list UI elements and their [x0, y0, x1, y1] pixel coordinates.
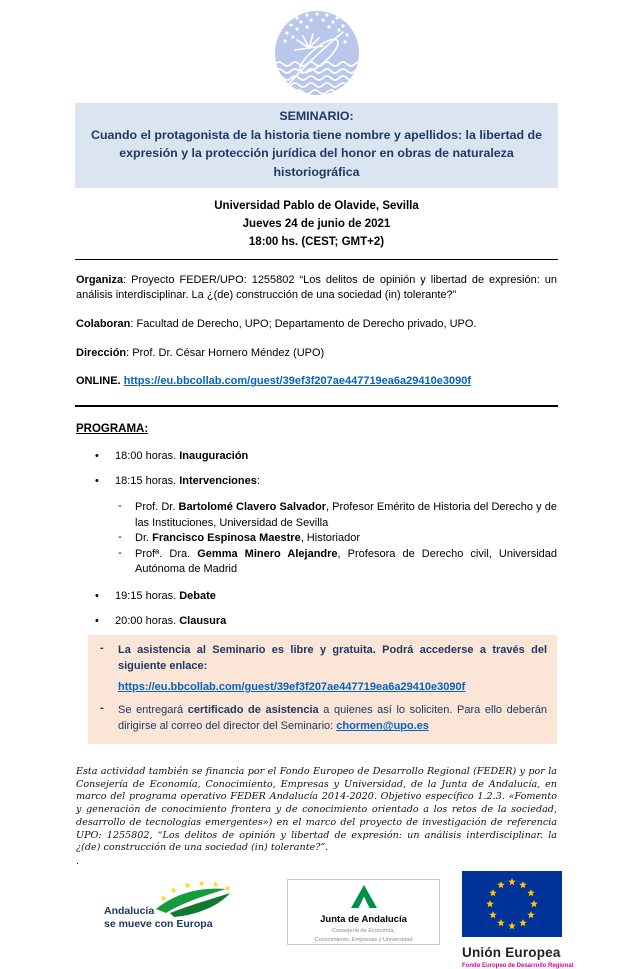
junta-logo-dept: Consejería de Economía, Conocimiento, Empresas y Universidad: [314, 928, 413, 943]
dash-icon: -: [118, 499, 122, 512]
program-heading: PROGRAMA:: [76, 422, 149, 435]
program-item-label: Intervenciones: [179, 474, 257, 487]
direccion-text: : Prof. Dr. César Hornero Méndez (UPO): [126, 346, 325, 359]
seminar-access-link[interactable]: https://eu.bbcollab.com/guest/39ef3f207ae447719ea6a29410e3090f: [123, 375, 471, 388]
venue-line: Universidad Pablo de Olavide, Sevilla: [214, 200, 419, 213]
program-item-time: 18:15 horas.: [115, 474, 180, 487]
program-item-label: Inauguración: [179, 449, 249, 462]
program-item-label: Debate: [179, 589, 216, 602]
speaker-item: - Prof. Dr. Bartolomé Clavero Salvador, Profesor Emérito de Historia del Derecho y de las Instituciones, Universidad de Sevilla: [118, 500, 557, 531]
notice-box: [88, 635, 557, 744]
speaker-name: Gemma Minero Alejandre: [197, 547, 338, 560]
eu-logo-subtitle: Fondo Europeo de Desarrollo Regional: [462, 963, 574, 969]
bullet-icon: •: [95, 614, 99, 627]
notice-link-line: [118, 681, 547, 693]
bullet-icon: •: [95, 589, 99, 602]
bullet-icon: •: [95, 474, 99, 487]
notice-item-certificate: - Se entregará certificado de asistencia a quienes así lo soliciten. Para ello deberán dirigirse al correo del director del Seminario: chormen@upo.es: [100, 702, 547, 735]
organiza-text: : Proyecto FEDER/UPO: 1255802 “Los delitos de opinión y libertad de expresión: un análisis interdisciplinar. La ¿(de) construcción de una sociedad (in) tolerante?”: [76, 273, 557, 302]
bullet-icon: •: [95, 449, 99, 462]
andalucia-europa-logo: [98, 881, 248, 935]
colaboran-paragraph: [76, 317, 557, 333]
eu-flag-icon: [462, 871, 562, 937]
director-email-link[interactable]: chormen@upo.es: [336, 720, 429, 733]
dash-icon: -: [100, 641, 104, 654]
program-item-clausura: [76, 615, 557, 627]
speaker-item: - Profª. Dra. Gemma Minero Alejandre, Profesora de Derecho civil, Universidad Autónoma de Madrid: [118, 547, 557, 578]
eu-logo: [462, 871, 574, 969]
seminar-flyer-page: [0, 8, 633, 969]
svg-text:★: ★: [198, 881, 206, 889]
seminar-label: SEMINARIO:: [279, 109, 354, 123]
upo-logo-icon: [273, 8, 361, 98]
online-paragraph: [76, 374, 557, 390]
program-item-time: 19:15 horas.: [115, 589, 180, 602]
divider-middle: [75, 405, 558, 407]
footnote-trailing-dot: .: [76, 856, 80, 868]
organiza-paragraph: [76, 273, 557, 304]
program-item-time: 18:00 horas.: [115, 449, 180, 462]
andalucia-logo-line2: se mueve con Europa: [104, 918, 213, 931]
junta-logo-name: Junta de Andalucía: [320, 914, 407, 926]
program-item-debate: [76, 590, 557, 602]
eu-logo-name: Unión Europea: [462, 945, 561, 961]
direccion-label: Dirección: [76, 346, 127, 359]
speaker-item: - Dr. Francisco Espinosa Maestre, Historiador: [118, 531, 557, 547]
notice-access-text: La asistencia al Seminario es libre y gratuita. Podrá accederse a través del siguiente enlace:: [118, 643, 547, 673]
svg-text:★: ★: [224, 884, 232, 894]
colaboran-text: : Facultad de Derecho, UPO; Departamento de Derecho privado, UPO.: [130, 318, 477, 331]
event-info-block: [0, 198, 633, 251]
divider-top: [75, 259, 558, 260]
time-line: 18:00 hs. (CEST; GMT+2): [248, 236, 385, 249]
program-list: [76, 450, 557, 627]
program-item-intervenciones: • 18:15 horas. Intervenciones:: [95, 474, 260, 487]
svg-text:★: ★: [160, 894, 168, 904]
seminar-title-block: [75, 103, 558, 188]
program-item-inauguracion: [76, 450, 557, 462]
svg-text:★: ★: [212, 881, 220, 890]
direccion-paragraph: [76, 346, 557, 362]
dash-icon: -: [100, 701, 104, 714]
notice-item-access: [100, 642, 547, 675]
seminar-access-link-2[interactable]: https://eu.bbcollab.com/guest/39ef3f207ae447719ea6a29410e3090f: [118, 680, 466, 693]
colaboran-label: Colaboran: [76, 318, 131, 331]
seminar-title: Cuando el protagonista de la historia tiene nombre y apellidos: la libertad de expresión y la protección jurídica del honor en obras de naturaleza historiográfica: [91, 127, 542, 179]
svg-text:★: ★: [170, 886, 178, 896]
certificate-bold-text: certificado de asistencia: [187, 703, 319, 716]
dash-icon: -: [118, 546, 122, 559]
andalucia-logo-line1: Andalucía: [104, 905, 155, 918]
speaker-name: Bartolomé Clavero Salvador: [178, 500, 326, 513]
svg-text:★: ★: [184, 881, 192, 891]
junta-andalucia-logo: [287, 879, 440, 945]
dash-icon: -: [118, 531, 122, 544]
online-label: ONLINE.: [76, 375, 121, 388]
andalucia-swoosh-icon: [146, 881, 238, 923]
speaker-list: [76, 500, 557, 578]
program-item-label: Clausura: [179, 614, 227, 627]
funding-footnote: Esta actividad también se financia por el Fondo Europeo de Desarrollo Regional (FEDER) y por la Consejería de Economía, Conocimiento, Empresas y Universidad, de la Junta de Andalucía, en marco del programa operativo FEDER Andalucía 2014-2020. Objetivo específico 1.2.3. «Fomento y generación de conocimiento frontera y de conocimiento orientado a los retos de la sociedad, desarrollo de tecnologías emergentes») en el marco del proyecto de investigación de referencia UPO: 1255802, “Los delitos de opinión y libertad de expresión: un análisis interdisciplinar. la ¿(de) construcción de una sociedad (in) tolerante?”.: [76, 765, 557, 854]
organiza-label: Organiza: [76, 273, 124, 286]
speaker-name: Francisco Espinosa Maestre: [152, 532, 301, 545]
program-item-time: 20:00 horas.: [115, 614, 180, 627]
footer-logos: [0, 871, 633, 968]
date-line: Jueves 24 de junio de 2021: [242, 218, 391, 231]
